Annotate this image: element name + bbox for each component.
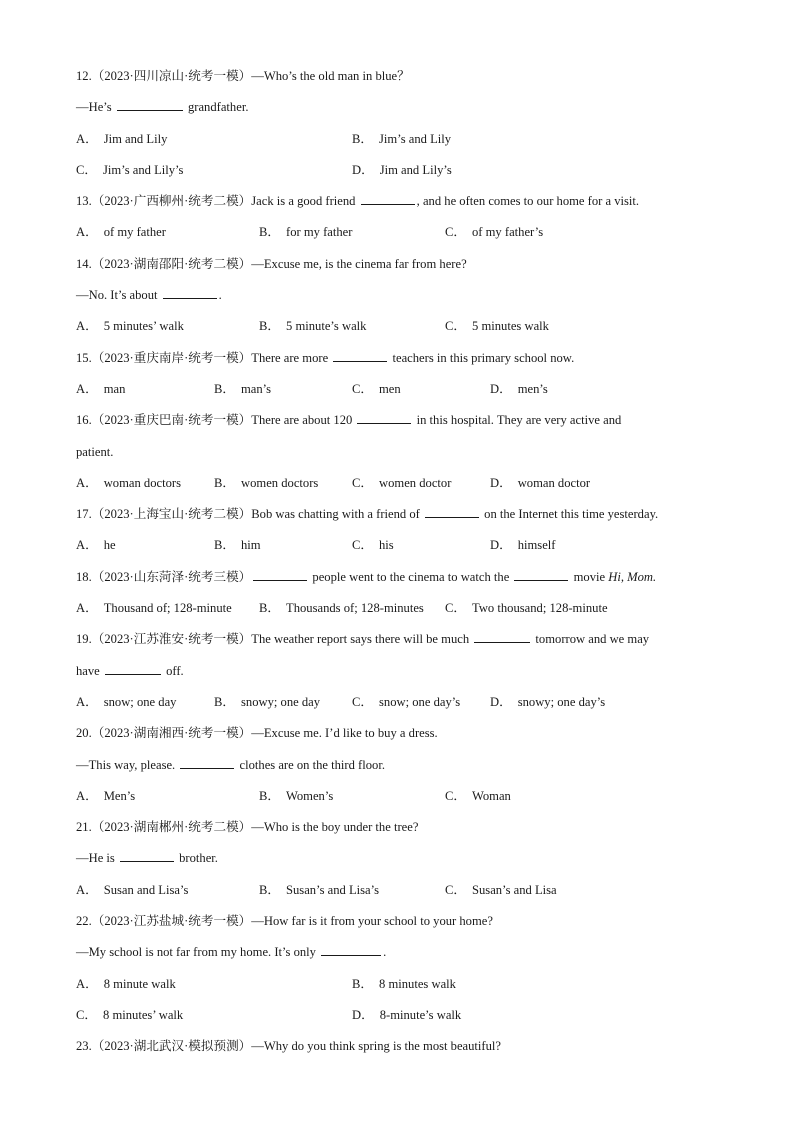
question-number: 13. [76, 194, 92, 209]
option-letter: D． [352, 162, 374, 177]
option-b[interactable] [214, 692, 320, 712]
option-c[interactable] [352, 379, 401, 399]
movie-title: Hi, Mom. [608, 569, 657, 584]
option-letter: B． [259, 225, 280, 240]
option-text: of my father’s [472, 225, 544, 240]
option-text: Women’s [286, 788, 334, 803]
option-text: of my father [103, 225, 166, 240]
answer-blank [474, 629, 530, 643]
option-text: man [103, 381, 126, 396]
option-d[interactable] [490, 535, 555, 555]
stem-text: . [218, 288, 222, 303]
option-a[interactable] [76, 473, 181, 493]
stem-text: movie [570, 569, 609, 584]
option-letter: D． [490, 381, 512, 396]
option-a[interactable] [76, 974, 176, 994]
option-b[interactable] [352, 974, 456, 994]
option-c[interactable] [445, 786, 511, 806]
option-letter: C． [445, 601, 466, 616]
question-21 [76, 817, 726, 911]
options-row [76, 1005, 726, 1036]
option-text: women doctor [379, 475, 452, 490]
answer-blank [105, 661, 161, 675]
stem-text: on the Internet this time yesterday. [481, 507, 659, 522]
option-c[interactable] [445, 880, 557, 900]
option-c[interactable] [445, 598, 608, 618]
answer-blank [361, 191, 415, 205]
option-letter: C． [352, 381, 373, 396]
option-b[interactable] [259, 316, 366, 336]
option-letter: B． [214, 538, 235, 553]
stem-text: people went to the cinema to watch the [309, 569, 513, 584]
option-letter: B． [259, 601, 280, 616]
option-letter: C． [445, 319, 466, 334]
option-text: 8 minutes’ walk [103, 1007, 184, 1022]
option-c[interactable] [76, 160, 183, 180]
stem-text: brother. [175, 851, 218, 866]
option-letter: B． [214, 381, 235, 396]
option-text: him [241, 538, 261, 553]
question-19 [76, 629, 726, 723]
question-16 [76, 410, 726, 504]
options-row [76, 598, 726, 629]
stem-text: —Excuse me, is the cinema far from here? [251, 256, 467, 271]
question-12 [76, 66, 726, 191]
options-row [76, 692, 726, 723]
question-source: （2023·四川凉山·统考一模） [91, 69, 252, 83]
question-number: 12. [76, 69, 92, 83]
question-source: （2023·重庆巴南·统考一模） [91, 413, 252, 428]
stem-text: Jack is a good friend [251, 194, 359, 209]
options-row [76, 473, 726, 504]
option-b[interactable] [214, 473, 318, 493]
option-letter: D． [490, 694, 512, 709]
question-stem-line [76, 755, 726, 786]
option-b[interactable] [259, 598, 424, 618]
answer-blank [117, 97, 183, 111]
question-stem-line [76, 629, 726, 660]
question-stem-line [76, 285, 726, 316]
question-source: （2023·江苏淮安·统考一模） [91, 632, 252, 647]
option-text: he [103, 538, 116, 553]
option-c[interactable] [445, 222, 543, 242]
stem-text: —No. It’s about [76, 288, 161, 303]
option-text: Jim’s and Lily’s [103, 162, 184, 177]
question-source: （2023·广西柳州·统考二模） [91, 194, 252, 209]
question-stem-line [76, 254, 726, 285]
option-c[interactable] [352, 535, 394, 555]
option-a[interactable] [76, 880, 188, 900]
option-text: woman doctor [517, 475, 591, 490]
question-stem-line [76, 442, 726, 473]
option-letter: A． [76, 475, 98, 490]
option-letter: C． [352, 694, 373, 709]
option-text: Susan’s and Lisa [472, 882, 557, 897]
stem-text: —He is [76, 851, 118, 866]
stem-text: There are about 120 [251, 413, 356, 428]
question-source: （2023·江苏盐城·统考一模） [91, 914, 252, 929]
question-18 [76, 567, 726, 630]
option-text: Jim and Lily [103, 131, 168, 146]
answer-blank [425, 504, 479, 518]
option-letter: B． [259, 882, 280, 897]
question-number: 19. [76, 632, 92, 647]
option-b[interactable] [259, 880, 379, 900]
options-row [76, 129, 726, 160]
options-row [76, 222, 726, 253]
option-b[interactable] [214, 535, 261, 555]
option-text: himself [517, 538, 556, 553]
stem-text: have [76, 663, 103, 678]
stem-text: grandfather. [184, 100, 249, 115]
option-d[interactable] [352, 1005, 461, 1025]
option-letter: D． [490, 538, 512, 553]
option-a[interactable] [76, 692, 176, 712]
question-stem-line [76, 66, 726, 97]
answer-blank [321, 942, 381, 956]
question-stem-line [76, 942, 726, 973]
option-text: Woman [472, 788, 511, 803]
stem-text: —My school is not far from my home. It’s only [76, 945, 320, 960]
option-letter: D． [352, 1007, 374, 1022]
options-row [76, 316, 726, 347]
option-letter: B． [259, 319, 280, 334]
option-letter: C． [352, 538, 373, 553]
option-letter: B． [352, 131, 373, 146]
option-text: 8 minutes walk [379, 976, 456, 991]
question-number: 15. [76, 350, 92, 365]
question-number: 22. [76, 914, 92, 929]
stem-text: patient. [76, 444, 114, 459]
option-letter: D． [490, 475, 512, 490]
stem-text: off. [162, 663, 184, 678]
option-text: men’s [517, 381, 548, 396]
question-23 [76, 1036, 726, 1067]
answer-blank [514, 567, 568, 581]
option-letter: B． [352, 976, 373, 991]
option-letter: C． [445, 788, 466, 803]
question-stem-line [76, 848, 726, 879]
question-stem-line [76, 567, 726, 598]
option-letter: A． [76, 601, 98, 616]
option-d[interactable] [490, 692, 605, 712]
option-letter: A． [76, 538, 98, 553]
option-letter: B． [214, 694, 235, 709]
option-letter: B． [259, 788, 280, 803]
option-letter: B． [214, 475, 235, 490]
question-stem-line [76, 723, 726, 754]
question-stem-line [76, 1036, 726, 1067]
question-source: （2023·湖北武汉·模拟预测） [91, 1039, 252, 1054]
answer-blank [333, 348, 387, 362]
option-text: 5 minutes’ walk [103, 319, 184, 334]
question-stem-line [76, 661, 726, 692]
option-text: 5 minute’s walk [286, 319, 367, 334]
option-text: Susan and Lisa’s [103, 882, 189, 897]
option-text: Thousand of; 128-minute [103, 601, 232, 616]
option-a[interactable] [76, 129, 167, 149]
option-text: men [379, 381, 401, 396]
option-text: snow; one day’s [379, 694, 461, 709]
option-text: man’s [241, 381, 272, 396]
option-a[interactable] [76, 535, 116, 555]
stem-text: —Why do you think spring is the most beautiful? [251, 1039, 502, 1054]
option-b[interactable] [352, 129, 451, 149]
option-text: women doctors [241, 475, 319, 490]
question-stem-line [76, 911, 726, 942]
option-text: snowy; one day [241, 694, 321, 709]
option-letter: A． [76, 225, 98, 240]
question-source: （2023·湖南郴州·统考二模） [91, 820, 252, 835]
question-20 [76, 723, 726, 817]
stem-text: The weather report says there will be much [251, 632, 473, 647]
option-a[interactable] [76, 222, 166, 242]
answer-blank [180, 755, 234, 769]
question-stem-line [76, 348, 726, 379]
stem-text: Bob was chatting with a friend of [251, 507, 423, 522]
question-number: 23. [76, 1039, 92, 1054]
question-number: 21. [76, 820, 92, 835]
option-letter: A． [76, 381, 98, 396]
option-letter: C． [352, 475, 373, 490]
stem-text: , and he often comes to our home for a visit. [416, 194, 640, 209]
option-text: woman doctors [103, 475, 181, 490]
question-stem-line [76, 410, 726, 441]
question-number: 14. [76, 256, 92, 271]
question-list [76, 66, 726, 1068]
question-22 [76, 911, 726, 1036]
option-letter: A． [76, 882, 98, 897]
stem-text: —Who is the boy under the tree? [251, 820, 419, 835]
option-c[interactable] [352, 692, 460, 712]
question-number: 20. [76, 726, 92, 741]
option-a[interactable] [76, 379, 125, 399]
question-stem-line [76, 817, 726, 848]
options-row [76, 786, 726, 817]
stem-text: . [383, 945, 387, 960]
option-text: 8 minute walk [103, 976, 176, 991]
option-text: Jim’s and Lily [379, 131, 452, 146]
option-letter: C． [445, 225, 466, 240]
option-text: Two thousand; 128-minute [472, 601, 608, 616]
option-text: 5 minutes walk [472, 319, 549, 334]
option-text: Susan’s and Lisa’s [286, 882, 380, 897]
option-b[interactable] [259, 222, 352, 242]
option-text: his [379, 538, 394, 553]
option-c[interactable] [352, 473, 451, 493]
stem-text: —Who’s the old man in blue？ [251, 69, 410, 83]
stem-text: tomorrow and we may [532, 632, 650, 647]
option-a[interactable] [76, 316, 184, 336]
answer-blank [357, 410, 411, 424]
stem-text: —This way, please. [76, 757, 179, 772]
question-number: 18. [76, 569, 92, 584]
option-text: 8-minute’s walk [379, 1007, 462, 1022]
options-row [76, 535, 726, 566]
question-15 [76, 348, 726, 411]
question-source: （2023·湖南邵阳·统考二模） [91, 256, 252, 271]
option-letter: A． [76, 788, 98, 803]
options-row [76, 160, 726, 191]
option-letter: A． [76, 694, 98, 709]
options-row [76, 974, 726, 1005]
question-source: （2023·重庆南岸·统考一模） [91, 350, 252, 365]
option-c[interactable] [445, 316, 549, 336]
options-row [76, 880, 726, 911]
stem-text: in this hospital. They are very active and [413, 413, 622, 428]
option-text: Thousands of; 128-minutes [286, 601, 424, 616]
stem-text: There are more [251, 350, 332, 365]
option-text: Men’s [103, 788, 136, 803]
option-letter: A． [76, 319, 98, 334]
stem-text: clothes are on the third floor. [236, 757, 385, 772]
option-letter: C． [445, 882, 466, 897]
option-a[interactable] [76, 598, 232, 618]
option-b[interactable] [259, 786, 333, 806]
option-d[interactable] [490, 473, 590, 493]
question-number: 17. [76, 507, 92, 522]
question-14 [76, 254, 726, 348]
question-stem-line [76, 97, 726, 128]
option-letter: C． [76, 1007, 97, 1022]
question-17 [76, 504, 726, 567]
option-b[interactable] [214, 379, 271, 399]
option-text: Jim and Lily’s [379, 162, 452, 177]
option-letter: A． [76, 976, 98, 991]
stem-text: —He’s [76, 100, 115, 115]
stem-text: —How far is it from your school to your home? [251, 914, 493, 929]
question-stem-line [76, 191, 726, 222]
question-number: 16. [76, 413, 92, 428]
answer-blank [253, 567, 307, 581]
answer-blank [163, 285, 217, 299]
option-text: snow; one day [103, 694, 177, 709]
question-13 [76, 191, 726, 254]
option-text: snowy; one day’s [517, 694, 606, 709]
option-c[interactable] [76, 1005, 183, 1025]
option-letter: A． [76, 131, 98, 146]
option-text: for my father [286, 225, 353, 240]
options-row [76, 379, 726, 410]
question-stem-line [76, 504, 726, 535]
option-d[interactable] [352, 160, 452, 180]
stem-text: teachers in this primary school now. [389, 350, 575, 365]
option-d[interactable] [490, 379, 548, 399]
question-source: （2023·湖南湘西·统考一模） [91, 726, 252, 741]
option-a[interactable] [76, 786, 135, 806]
stem-text: —Excuse me. I’d like to buy a dress. [251, 726, 438, 741]
question-source: （2023·上海宝山·统考二模） [91, 507, 252, 522]
answer-blank [120, 848, 174, 862]
question-source: （2023·山东菏泽·统考三模） [91, 569, 252, 584]
option-letter: C． [76, 162, 97, 177]
